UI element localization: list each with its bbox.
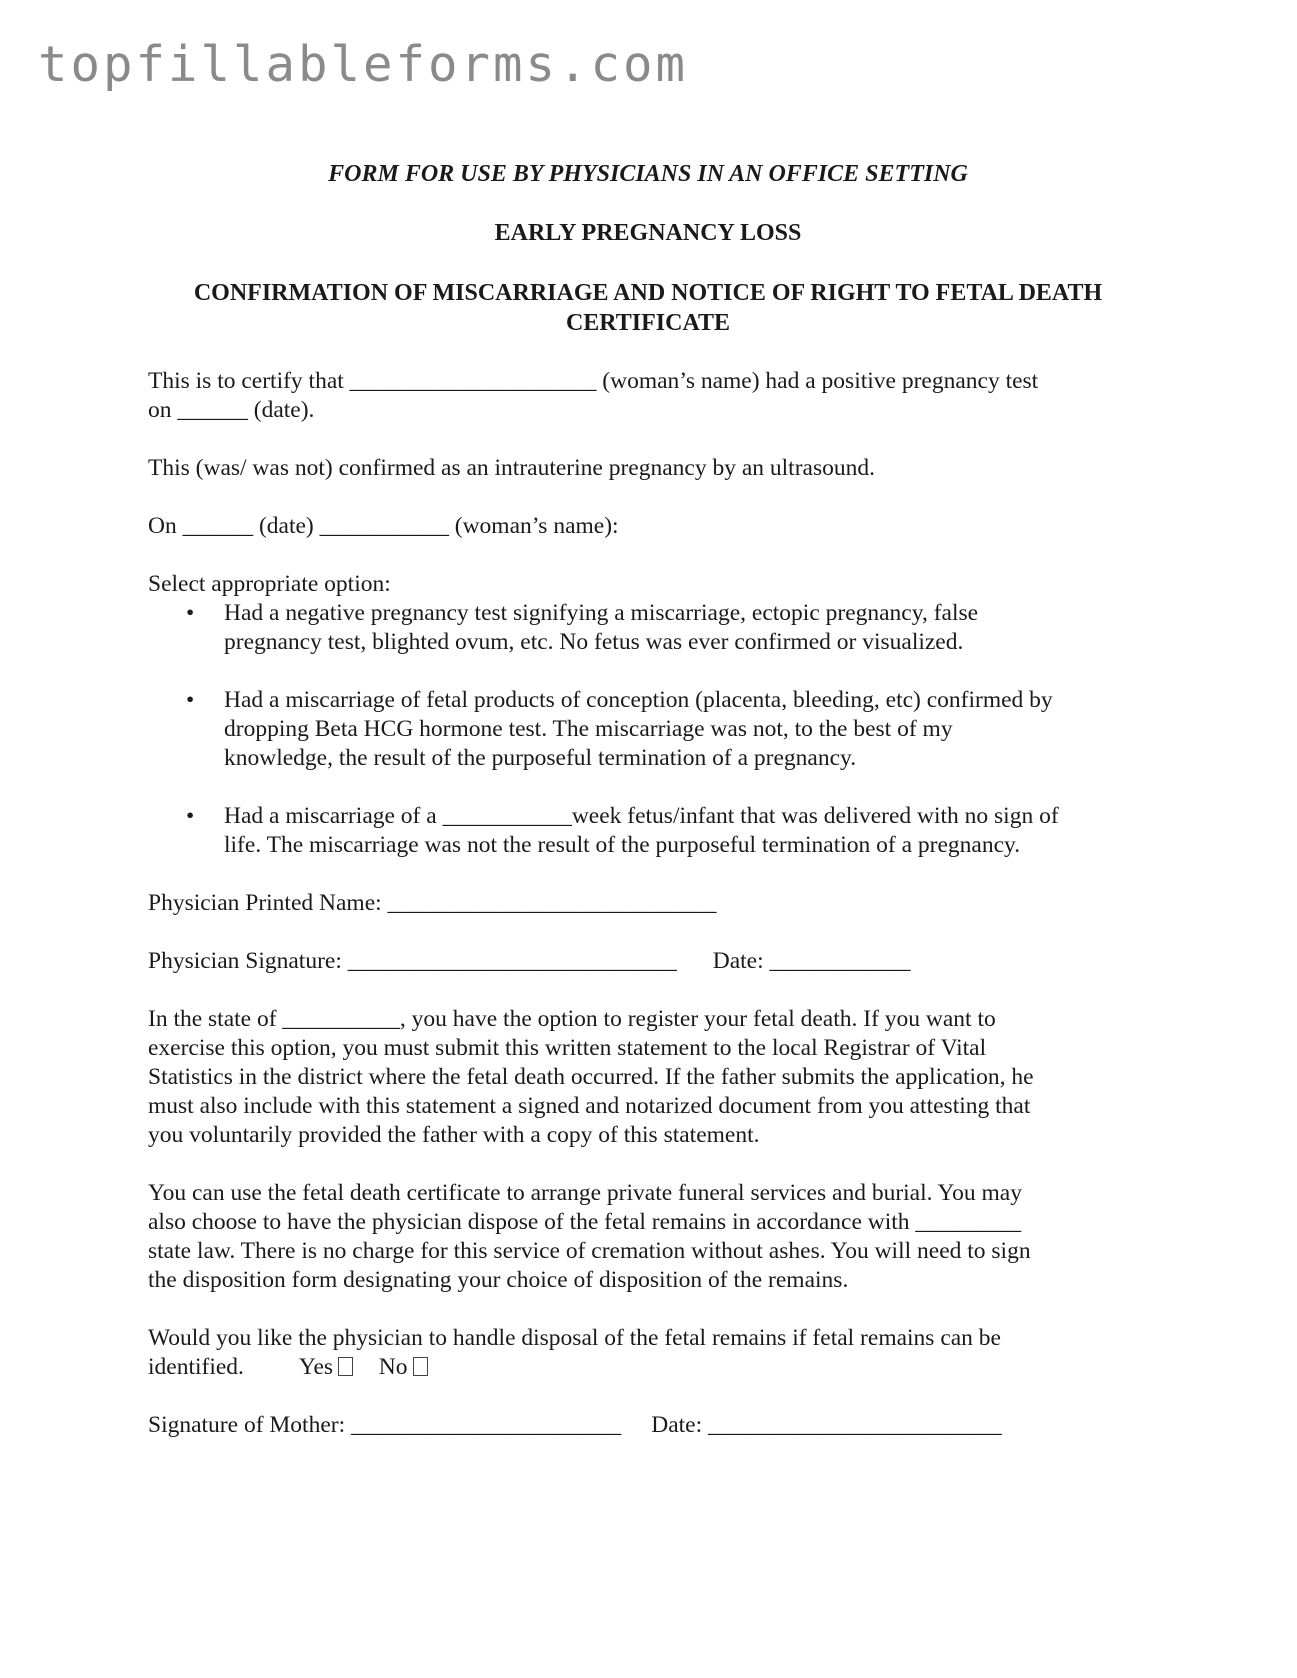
physician-signature-row <box>148 947 1148 976</box>
option-list <box>148 599 1148 860</box>
option-line: Had a miscarriage of a ___________week fetus/infant that was delivered with no sign of <box>224 803 1059 829</box>
bullet-icon: • <box>186 600 195 626</box>
option-line: dropping Beta HCG hormone test. The miscarriage was not, to the best of my <box>224 716 953 742</box>
funeral-notice-line: state law. There is no charge for this service of cremation without ashes. You will need to sign <box>148 1238 1031 1264</box>
form-title <box>148 278 1148 338</box>
funeral-notice-line: the disposition form designating your choice of disposition of the remains. <box>148 1267 849 1293</box>
ultrasound-statement: This (was/ was not) confirmed as an intrauterine pregnancy by an ultrasound. <box>148 455 875 481</box>
option-line: pregnancy test, blighted ovum, etc. No fetus was ever confirmed or visualized. <box>224 629 964 655</box>
option-line: Had a negative pregnancy test signifying a miscarriage, ectopic pregnancy, false <box>224 600 979 626</box>
no-label: No <box>378 1354 408 1380</box>
form-usage-heading: FORM FOR USE BY PHYSICIANS IN AN OFFICE SETTING <box>328 161 968 187</box>
state-notice-line: exercise this option, you must submit this written statement to the local Registrar of Vital <box>148 1035 987 1061</box>
disposal-question <box>148 1324 1148 1382</box>
option-line: Had a miscarriage of fetal products of conception (placenta, bleeding, etc) confirmed by <box>224 687 1053 713</box>
option-line: knowledge, the result of the purposeful termination of a pregnancy. <box>224 745 857 771</box>
state-notice-paragraph <box>148 1005 1148 1150</box>
form-page <box>148 160 1148 1469</box>
disposal-question-line1: Would you like the physician to handle disposal of the fetal remains if fetal remains can be <box>148 1325 1001 1351</box>
physician-printed-name-field[interactable]: Physician Printed Name: ____________________________ <box>148 890 717 916</box>
certify-line1: This is to certify that _____________________ (woman’s name) had a positive pregnancy test <box>148 368 1039 394</box>
physician-signature-field[interactable]: Physician Signature: ____________________________ <box>148 948 677 974</box>
bullet-icon: • <box>186 803 195 829</box>
disposal-question-line2: identified. <box>148 1354 244 1380</box>
funeral-notice-paragraph <box>148 1179 1148 1295</box>
form-title-line2: CERTIFICATE <box>565 310 731 336</box>
on-date-statement: On ______ (date) ___________ (woman’s name): <box>148 513 619 539</box>
mother-signature-row <box>148 1411 1148 1440</box>
yes-option[interactable] <box>299 1354 359 1380</box>
state-notice-line: must also include with this statement a signed and notarized document from you attesting that <box>148 1093 1031 1119</box>
mother-signature-field[interactable]: Signature of Mother: _______________________ <box>148 1412 622 1438</box>
certify-paragraph <box>148 367 1148 425</box>
select-option-label: Select appropriate option: <box>148 571 391 597</box>
funeral-notice-line: You can use the fetal death certificate to arrange private funeral services and burial. You may <box>148 1180 1022 1206</box>
yes-checkbox[interactable] <box>338 1357 353 1376</box>
option-item-products-of-conception[interactable] <box>148 686 1148 773</box>
option-item-fetus-delivered[interactable] <box>148 802 1148 860</box>
state-notice-line: you voluntarily provided the father with a copy of this statement. <box>148 1122 760 1148</box>
funeral-notice-line: also choose to have the physician dispose of the fetal remains in accordance with _________ <box>148 1209 1022 1235</box>
no-option[interactable] <box>379 1354 428 1380</box>
option-line: life. The miscarriage was not the result of the purposeful termination of a pregnancy. <box>224 832 1021 858</box>
certify-line2: on ______ (date). <box>148 397 315 423</box>
option-item-negative-test[interactable] <box>148 599 1148 657</box>
watermark: topfillableforms.com <box>38 36 689 93</box>
form-subject-heading: EARLY PREGNANCY LOSS <box>494 220 802 246</box>
state-notice-line: In the state of __________, you have the option to register your fetal death. If you want to <box>148 1006 996 1032</box>
mother-date-field[interactable]: Date: _________________________ <box>651 1412 1002 1438</box>
form-title-line1: CONFIRMATION OF MISCARRIAGE AND NOTICE OF RIGHT TO FETAL DEATH <box>193 280 1103 306</box>
no-checkbox[interactable] <box>413 1357 428 1376</box>
bullet-icon: • <box>186 687 195 713</box>
yes-label: Yes <box>298 1354 334 1380</box>
state-notice-line: Statistics in the district where the fetal death occurred. If the father submits the application, he <box>148 1064 1034 1090</box>
physician-date-field[interactable]: Date: ____________ <box>712 948 911 974</box>
